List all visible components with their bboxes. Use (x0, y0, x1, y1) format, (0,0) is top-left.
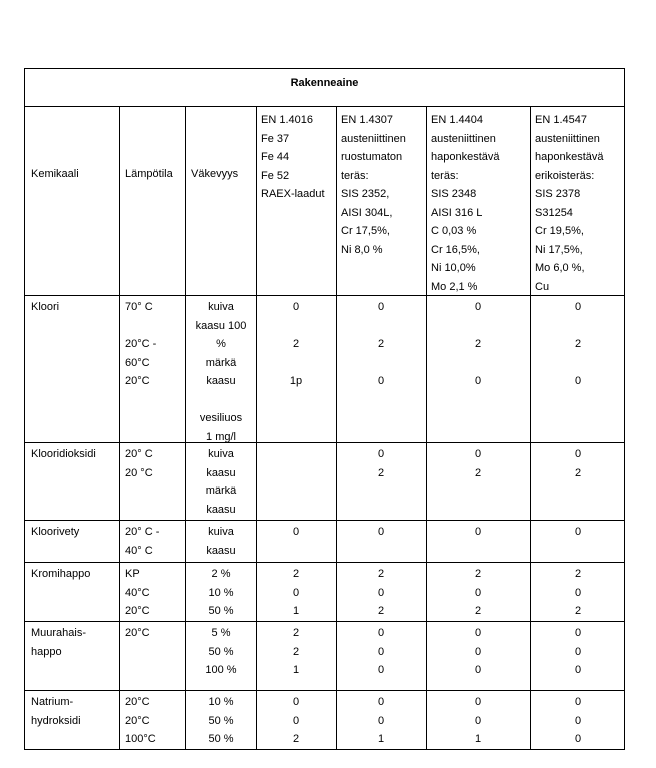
cell-line: kuiva (208, 526, 234, 538)
cell-line: 0 (574, 586, 582, 599)
row-rating-1 (251, 693, 341, 749)
divider (119, 106, 120, 749)
cell-line (176, 391, 266, 410)
cell-line: 20° C - (125, 526, 160, 538)
cell-line: 0 (574, 664, 582, 676)
cell-line: ruostumaton (341, 151, 403, 163)
cell-line: C 0,03 % (431, 225, 477, 237)
cell-line: Kloorivety (31, 526, 80, 538)
cell-line: 0 (377, 586, 385, 599)
cell-line: märkä (205, 356, 237, 369)
cell-line: 2 (377, 605, 385, 617)
cell-line: 50 % (208, 605, 234, 617)
divider (25, 621, 624, 622)
row-rating-1 (251, 624, 341, 680)
cell-line: 1 mg/l (206, 430, 236, 443)
divider (25, 442, 624, 443)
cell-line: Muurahais- (31, 627, 87, 639)
divider (25, 520, 624, 521)
cell-line: Kloori (31, 301, 60, 313)
cell-line: 1 (474, 733, 482, 745)
cell-line: kaasu (206, 375, 236, 387)
divider (25, 106, 624, 107)
divider (25, 690, 624, 691)
row-rating-3 (433, 624, 523, 680)
row-rating-4 (533, 298, 623, 391)
cell-line: kaasu 100 (195, 319, 247, 332)
cell-line: Fe 44 (261, 151, 290, 163)
table-title: Rakenneaine (290, 77, 359, 89)
cell-line: 10 % (208, 586, 234, 599)
cell-line: 20°C (125, 627, 150, 639)
cell-line: Fe 37 (261, 132, 290, 145)
row-rating-2 (336, 624, 426, 680)
cell-line: % (216, 338, 226, 350)
cell-line: hydroksidi (31, 714, 81, 727)
cell-line: Ni 10,0% (431, 262, 476, 274)
cell-line: 0 (377, 645, 385, 658)
row-temperature (125, 445, 153, 482)
row-rating-4 (533, 565, 623, 621)
cell-line: 20°C (125, 375, 150, 387)
cell-line: austeniittinen (535, 132, 600, 145)
cell-line: teräs: (341, 169, 369, 182)
cell-line: märkä (205, 485, 237, 497)
cell-line: 0 (292, 301, 300, 313)
cell-line: 0 (377, 375, 385, 387)
cell-line: happo (31, 645, 62, 658)
cell-line: 0 (474, 301, 482, 313)
row-temperature (125, 565, 150, 621)
cell-line: 0 (377, 696, 385, 708)
cell-line: 0 (292, 696, 300, 708)
cell-line: 2 (574, 466, 582, 479)
cell-line: erikoisteräs: (535, 169, 595, 182)
cell-line: Mo 2,1 % (431, 280, 478, 293)
cell-line: 0 (377, 526, 385, 538)
cell-line: 20°C - (125, 338, 157, 350)
cell-line: 100°C (125, 733, 156, 745)
cell-line: Ni 8,0 % (341, 243, 383, 256)
cell-line: 0 (377, 301, 385, 313)
cell-line: 1p (289, 375, 303, 387)
row-rating-2 (336, 693, 426, 749)
row-rating-3 (433, 693, 523, 749)
cell-line: kaasu (206, 503, 236, 516)
cell-line: 70° C (125, 301, 153, 313)
cell-line: RAEX-laadut (261, 188, 325, 200)
cell-line: haponkestävä (431, 151, 500, 163)
row-rating-3 (433, 298, 523, 391)
cell-line: 0 (474, 696, 482, 708)
cell-line (433, 317, 523, 336)
row-chemical-name (31, 298, 59, 317)
row-chemical-name (31, 693, 81, 730)
cell-line: 50 % (208, 714, 234, 727)
cell-line: 20° C (125, 448, 153, 460)
cell-line: SIS 2352, (341, 188, 390, 200)
cell-line: 2 (474, 466, 482, 479)
cell-line: 0 (474, 448, 482, 460)
cell-line: 2 (292, 733, 300, 745)
cell-line: AISI 316 L (431, 206, 483, 219)
cell-line: 2 (292, 645, 300, 658)
cell-line: 0 (377, 664, 385, 676)
cell-line: 50 % (208, 733, 234, 745)
cell-line: haponkestävä (535, 151, 604, 163)
cell-line (125, 317, 156, 336)
cell-line: 50 % (208, 645, 234, 658)
row-rating-3 (433, 445, 523, 482)
cell-line: Cu (535, 280, 550, 293)
cell-line: 0 (377, 714, 385, 727)
cell-line: 2 (474, 338, 482, 350)
cell-line: 0 (574, 645, 582, 658)
cell-line: 2 (292, 627, 300, 639)
cell-line: S31254 (535, 206, 573, 219)
row-rating-3 (433, 523, 523, 542)
divider (530, 106, 531, 749)
header-vakevyys: Väkevyys (191, 168, 239, 180)
cell-line: kuiva (208, 448, 234, 460)
cell-line: 2 (574, 338, 582, 350)
cell-line: 1 (292, 664, 300, 676)
row-rating-4 (533, 445, 623, 482)
cell-line: 40° C (125, 544, 153, 557)
cell-line: KP (125, 568, 140, 580)
cell-line: 100 % (205, 664, 237, 676)
cell-line: kaasu (206, 466, 236, 479)
row-rating-1 (251, 565, 341, 621)
cell-line: 0 (474, 664, 482, 676)
cell-line: 0 (474, 714, 482, 727)
cell-line: Cr 19,5%, (535, 225, 584, 237)
cell-line: 40°C (125, 586, 150, 599)
cell-line: 10 % (208, 696, 234, 708)
cell-line: AISI 304L, (341, 206, 393, 219)
row-rating-1 (251, 298, 341, 391)
cell-line: 2 (574, 605, 582, 617)
row-temperature (125, 298, 156, 391)
cell-line: vesiliuos (199, 412, 243, 424)
cell-line (336, 317, 426, 336)
header-material-3 (431, 111, 500, 296)
cell-line: Kromihappo (31, 568, 91, 580)
cell-line (336, 354, 426, 373)
cell-line: 2 (474, 605, 482, 617)
row-rating-2 (336, 565, 426, 621)
cell-line: 2 (474, 568, 482, 580)
row-rating-3 (433, 565, 523, 621)
cell-line: 1 (292, 605, 300, 617)
cell-line: 2 (292, 568, 300, 580)
divider (25, 562, 624, 563)
cell-line: 60°C (125, 356, 150, 369)
row-rating-2 (336, 298, 426, 391)
cell-line: 2 (377, 338, 385, 350)
cell-line: 2 % (211, 568, 231, 580)
header-material-1 (261, 111, 325, 204)
cell-line: 0 (292, 714, 300, 727)
cell-line: 0 (574, 696, 582, 708)
row-temperature (125, 624, 150, 643)
row-chemical-name (31, 565, 90, 584)
cell-line: SIS 2348 (431, 188, 477, 200)
row-rating-4 (533, 523, 623, 542)
row-chemical-name (31, 523, 79, 542)
cell-line: Mo 6,0 %, (535, 262, 585, 274)
row-temperature (125, 693, 156, 749)
cell-line: austeniittinen (341, 132, 406, 145)
cell-line: Fe 52 (261, 169, 290, 182)
row-rating-2 (336, 523, 426, 542)
cell-line: austeniittinen (431, 132, 496, 145)
cell-line: 20°C (125, 714, 150, 727)
cell-line (533, 317, 623, 336)
row-temperature (125, 523, 159, 560)
cell-line: 0 (292, 526, 300, 538)
cell-line (433, 354, 523, 373)
cell-line: 0 (574, 301, 582, 313)
cell-line: 0 (292, 586, 300, 599)
cell-line: 20°C (125, 696, 150, 708)
cell-line: 0 (574, 526, 582, 538)
cell-line: 0 (574, 375, 582, 387)
cell-line: 0 (377, 448, 385, 460)
cell-line: 0 (574, 627, 582, 639)
cell-line: EN 1.4547 (535, 114, 587, 126)
row-rating-2 (336, 445, 426, 482)
cell-line (533, 354, 623, 373)
cell-line: 0 (574, 733, 582, 745)
row-chemical-name (31, 445, 96, 464)
cell-line: kaasu (206, 544, 236, 557)
cell-line: EN 1.4307 (341, 114, 393, 126)
chemical-resistance-table (24, 68, 625, 750)
cell-line: SIS 2378 (535, 188, 581, 200)
cell-line: 5 % (211, 627, 231, 639)
header-kemikaali: Kemikaali (31, 168, 79, 180)
cell-line: EN 1.4016 (261, 114, 313, 126)
cell-line: Natrium- (31, 696, 74, 708)
cell-line: 2 (377, 568, 385, 580)
cell-line: 0 (474, 526, 482, 538)
cell-line: 2 (377, 466, 385, 479)
cell-line: Cr 17,5%, (341, 225, 390, 237)
header-lampotila: Lämpötila (125, 168, 173, 180)
cell-line: Cr 16,5%, (431, 243, 480, 256)
cell-line: 0 (574, 448, 582, 460)
cell-line: 0 (474, 375, 482, 387)
cell-line: Klooridioksidi (31, 448, 96, 460)
row-rating-1 (251, 523, 341, 542)
cell-line: 0 (474, 586, 482, 599)
row-rating-4 (533, 693, 623, 749)
cell-line (251, 317, 341, 336)
cell-line: 20 °C (125, 466, 153, 479)
cell-line: 0 (377, 627, 385, 639)
divider (426, 106, 427, 749)
cell-line: 2 (292, 338, 300, 350)
cell-line: 1 (377, 733, 385, 745)
header-material-2 (341, 111, 406, 259)
cell-line: 0 (574, 714, 582, 727)
row-chemical-name (31, 624, 86, 661)
cell-line: EN 1.4404 (431, 114, 483, 126)
cell-line: 0 (474, 627, 482, 639)
cell-line: 2 (574, 568, 582, 580)
cell-line: kuiva (208, 301, 234, 313)
row-rating-4 (533, 624, 623, 680)
cell-line (251, 354, 341, 373)
row-concentration (176, 445, 266, 519)
cell-line: teräs: (431, 169, 459, 182)
header-material-4 (535, 111, 604, 296)
cell-line: 20°C (125, 605, 150, 617)
cell-line: Ni 17,5%, (535, 243, 583, 256)
cell-line: 0 (474, 645, 482, 658)
